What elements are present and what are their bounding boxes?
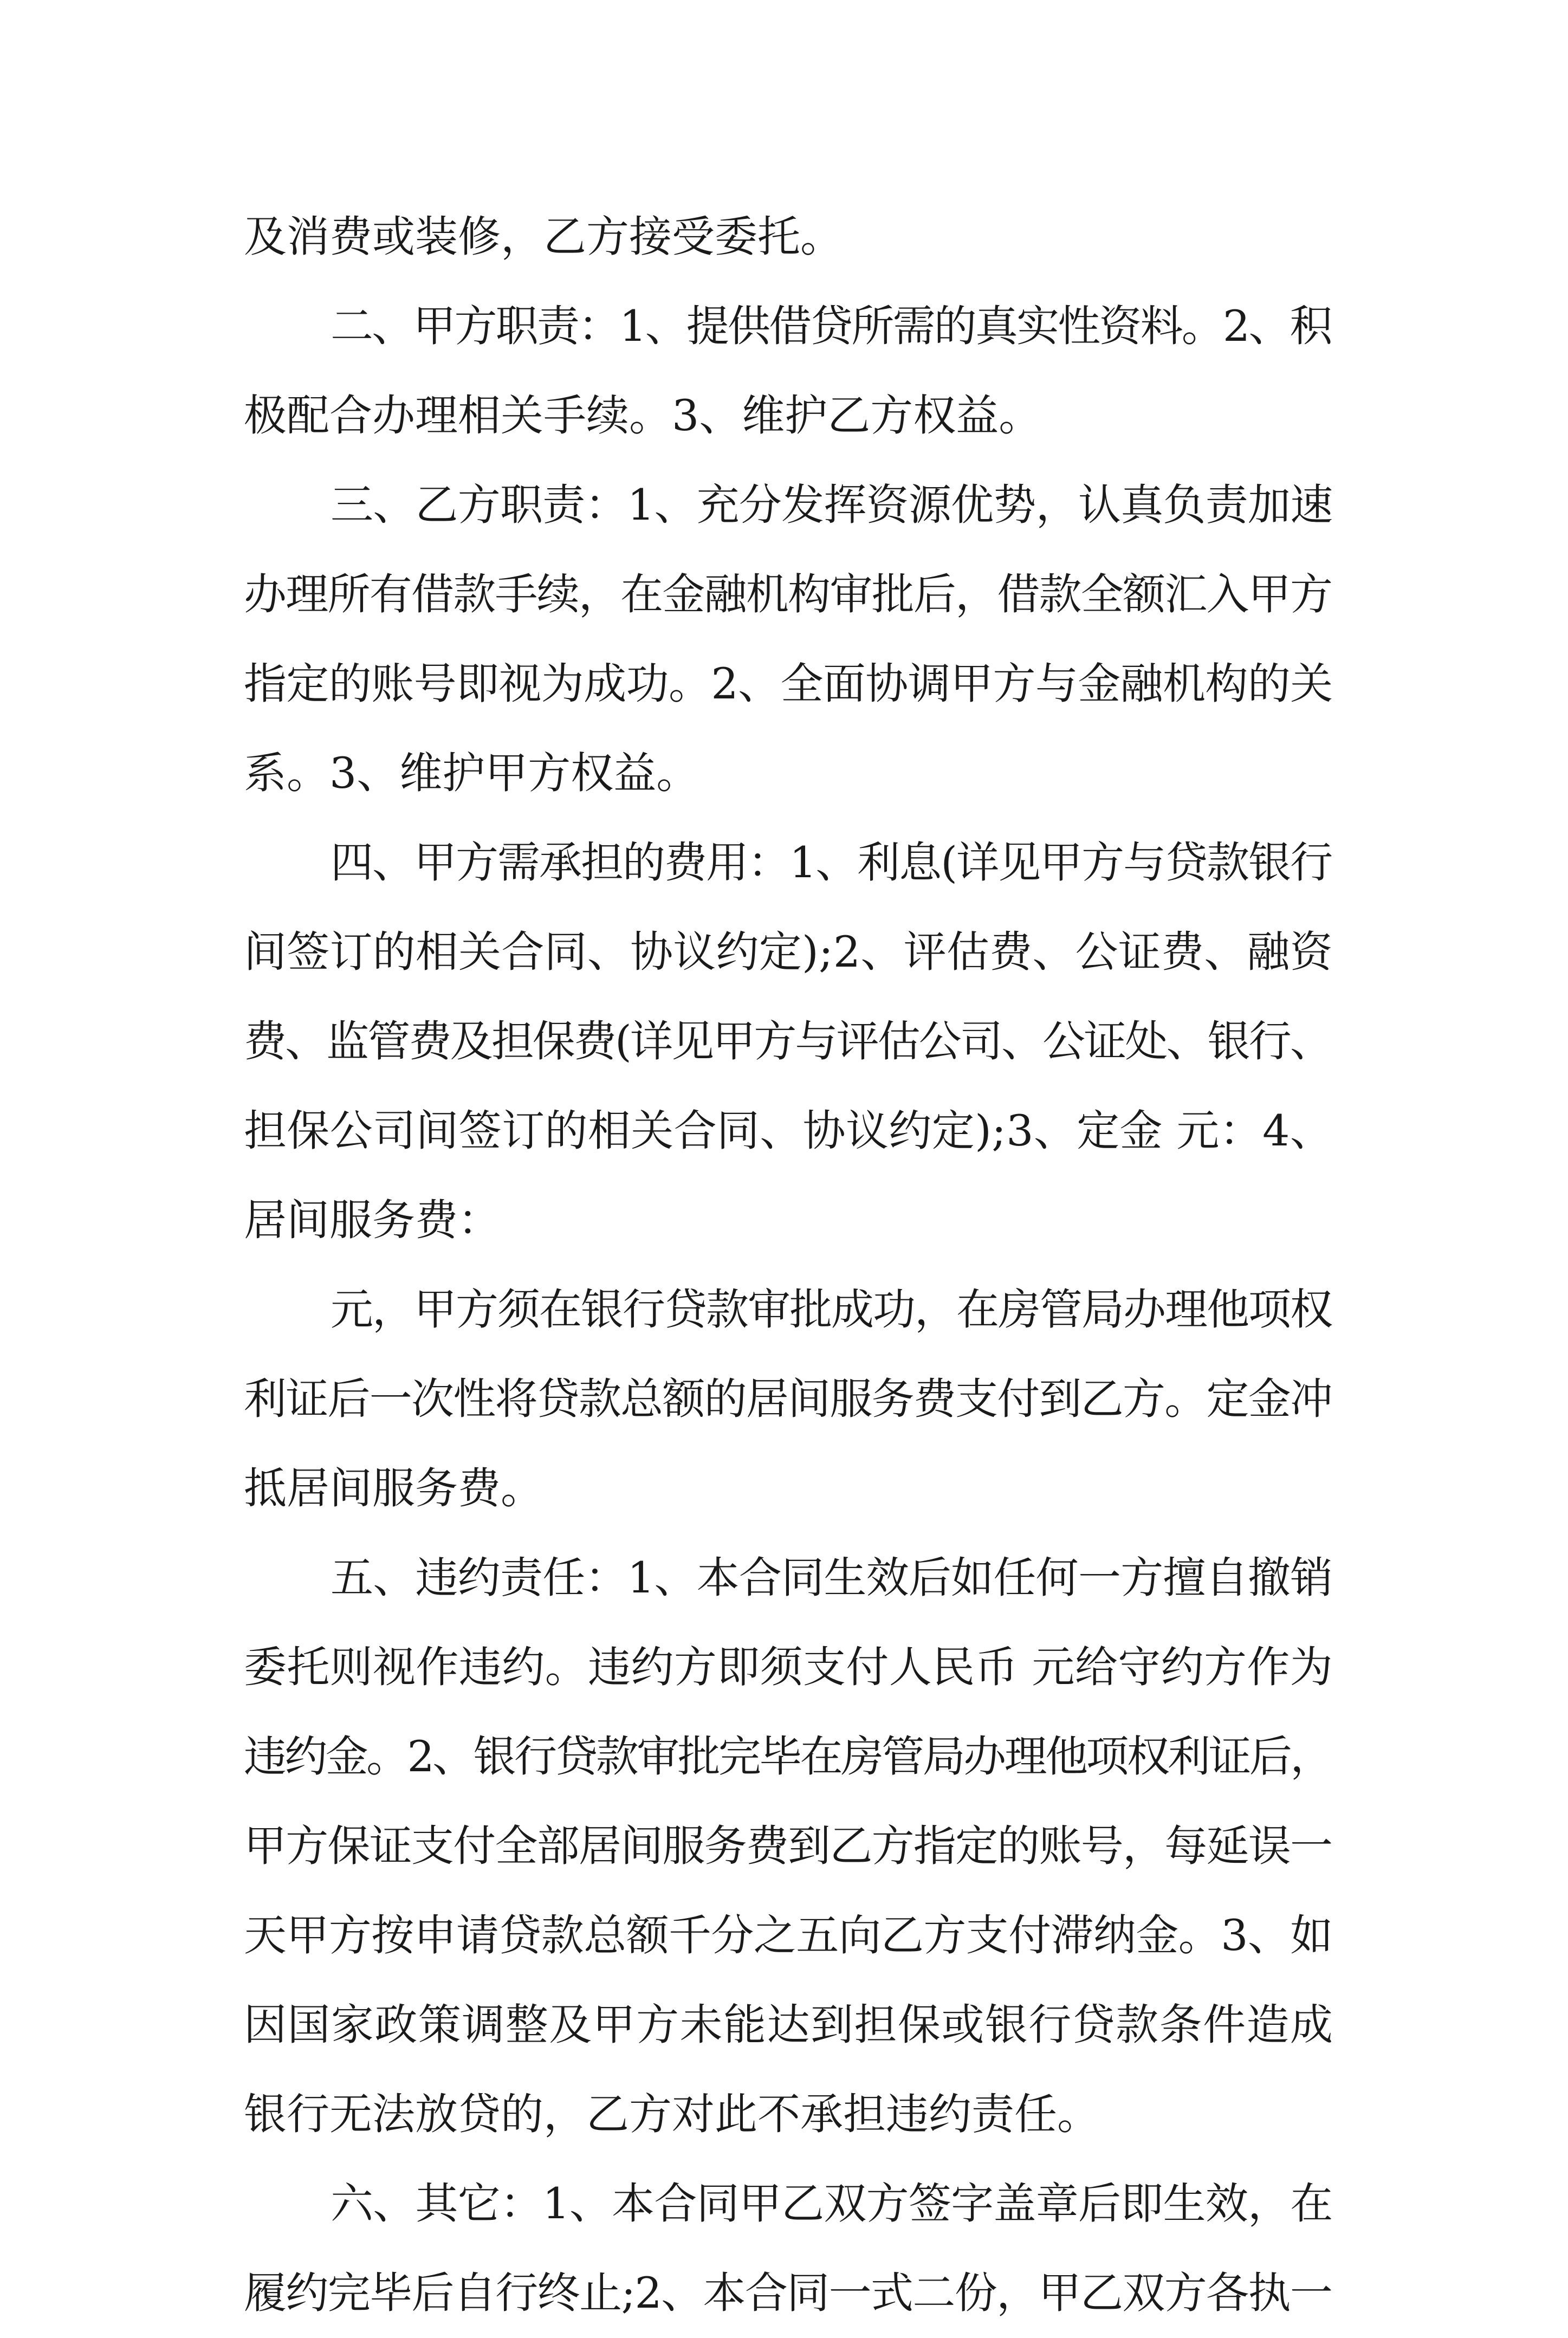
text-line: 甲方保证支付全部居间服务费到乙方指定的账号，每延误一 [244,1821,1332,1871]
paragraph-3-start: 三、乙方职责：1、充分发挥资源优势，认真负责加速 [331,480,1333,530]
text-line: 抵居间服务费。 [244,1463,543,1513]
paragraph-fee-start: 元，甲方须在银行贷款审批成功，在房管局办理他项权 [331,1285,1332,1335]
text-line: 居间服务费： [244,1195,501,1245]
text-line: 银行无法放贷的，乙方对此不承担违约责任。 [244,2089,1100,2139]
paragraph-2-start: 二、甲方职责：1、提供借贷所需的真实性资料。2、积 [331,301,1331,351]
text-line: 违约金。2、银行贷款审批完毕在房管局办理他项权利证后， [244,1732,1331,1782]
text-line: 费、监管费及担保费(详见甲方与评估公司、公证处、银行、 [244,1016,1331,1066]
text-line: 极配合办理相关手续。3、维护乙方权益。 [244,391,1042,441]
text-line: 指定的账号即视为成功。2、全面协调甲方与金融机构的关 [244,659,1333,709]
paragraph-5-start: 五、违约责任：1、本合同生效后如任何一方擅自撤销 [331,1553,1333,1603]
text-line: 因国家政策调整及甲方未能达到担保或银行贷款条件造成 [244,2000,1334,2050]
text-line: 担保公司间签订的相关合同、协议约定);3、定金 元：4、 [244,1106,1333,1156]
text-line: 委托则视作违约。违约方即须支付人民币 元给守约方作为 [244,1642,1333,1692]
text-line: 办理所有借款手续，在金融机构审批后，借款全额汇入甲方 [244,569,1332,619]
text-line: 天甲方按申请贷款总额千分之五向乙方支付滞纳金。3、如 [244,1910,1333,1960]
document-page [244,192,1333,2338]
text-line: 及消费或装修，乙方接受委托。 [244,212,843,262]
text-line: 履约完毕后自行终止;2、本合同一式二份，甲乙双方各执一 [244,2268,1332,2318]
text-line: 间签订的相关合同、协议约定);2、评估费、公证费、融资 [244,927,1333,977]
paragraph-6-start: 六、其它：1、本合同甲乙双方签字盖章后即生效，在 [331,2179,1333,2229]
text-line: 利证后一次性将贷款总额的居间服务费支付到乙方。定金冲 [244,1374,1332,1424]
text-line: 系。3、维护甲方权益。 [244,748,699,798]
paragraph-4-start: 四、甲方需承担的费用：1、利息(详见甲方与贷款银行 [331,838,1332,888]
